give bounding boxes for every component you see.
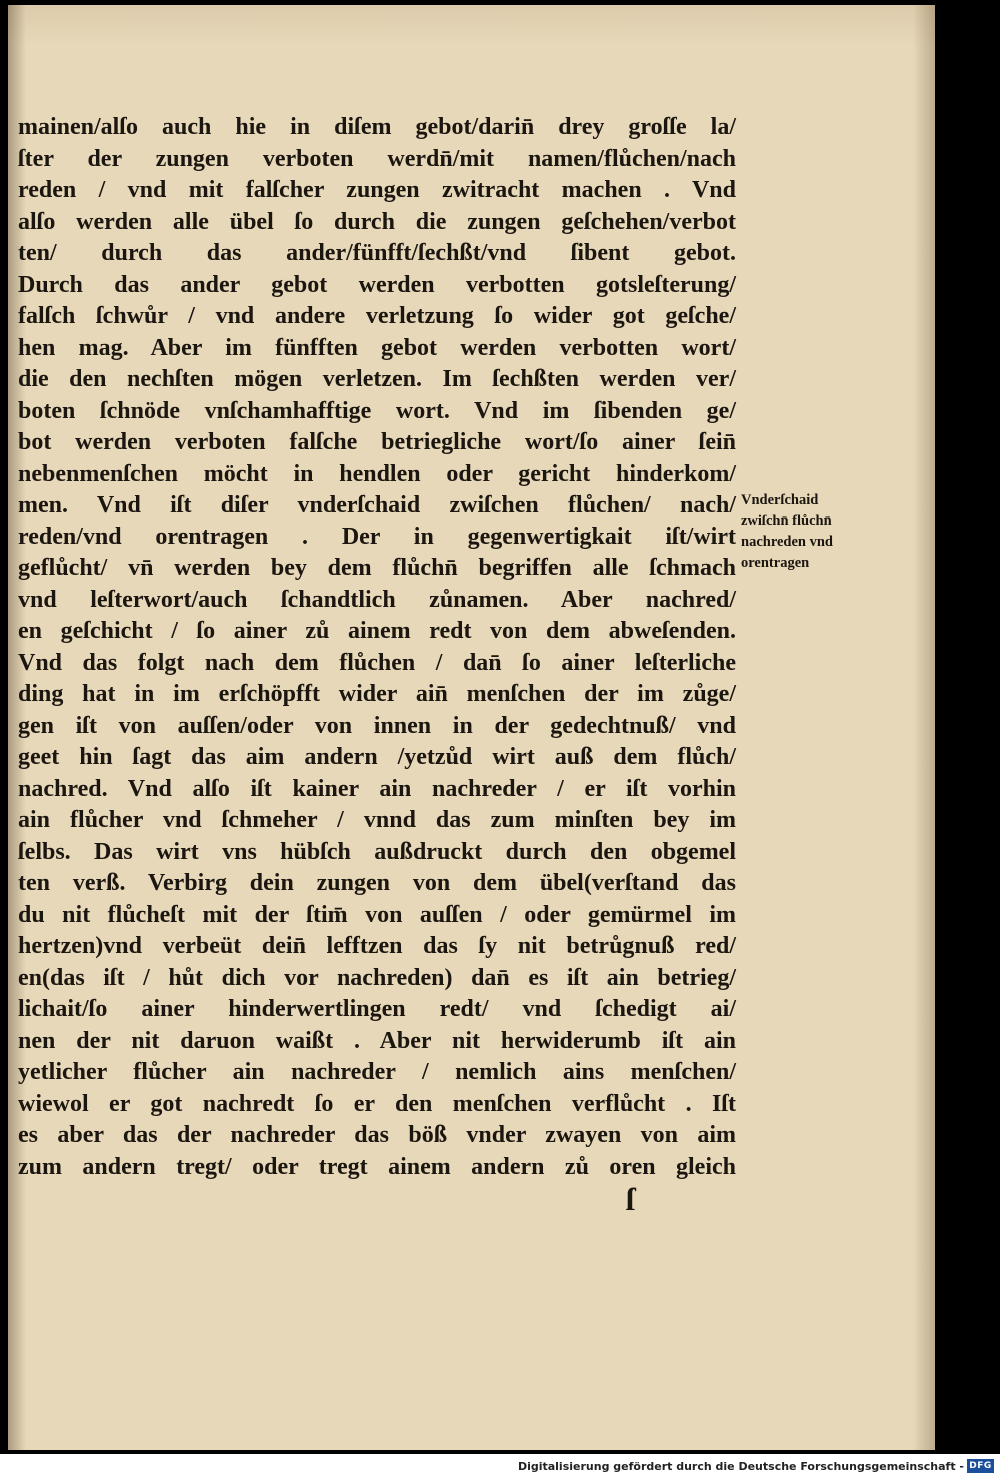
text-line: reden / vnd mit falſcher zungen zwitracht machen . Vnd — [18, 177, 736, 203]
text-line: lichait/ſo ainer hinderwertlingen redt/ vnd ſchedigt ai/ — [18, 996, 736, 1022]
text-line: mainen/alſo auch hie in diſem gebot/darin̄ drey groſſe la/ — [18, 114, 736, 140]
text-line: bot werden verboten falſche betriegliche wort/ſo ainer ſein̄ — [18, 429, 736, 455]
text-line: nen der nit daruon waißt . Aber nit herwiderumb iſt ain — [18, 1027, 736, 1054]
text-line: geflůcht/ vn̄ werden bey dem flůchn̄ begriffen alle ſchmach — [18, 555, 736, 581]
text-line: ſelbs. Das wirt vns hübſch außdruckt durch den obgemel — [18, 838, 736, 865]
text-line: alſo werden alle übel ſo durch die zungen geſchehen/verbot — [18, 208, 736, 235]
text-line: Durch das ander gebot werden verbotten gotsleſterung/ — [18, 271, 736, 298]
text-line: gen iſt von auſſen/oder von innen in der gedechtnuß/ vnd — [18, 712, 736, 739]
text-line: vnd leſterwort/auch ſchandtlich zůnamen. Aber nachred/ — [18, 586, 736, 613]
marginal-note — [741, 490, 901, 574]
text-line: reden/vnd orentragen . Der in gegenwertigkait iſt/wirt — [18, 523, 736, 550]
funding-credit: Digitalisierung gefördert durch die Deutsche Forschungsgemeinschaft - — [517, 1460, 964, 1473]
text-line: hen mag. Aber im fünfften gebot werden verbotten wort/ — [18, 334, 736, 361]
text-line: die den nechſten mögen verletzen. Im ſechßten werden ver/ — [18, 366, 736, 392]
text-line: ſter der zungen verboten werdn̄/mit namen/flůchen/nach — [18, 145, 736, 172]
marginal-note-line: orentragen — [741, 555, 810, 571]
marginal-note-line: zwiſchn̄ flůchn̄ — [741, 513, 832, 529]
main-text-block — [18, 112, 736, 1183]
scanned-page — [8, 5, 935, 1450]
text-line: Vnd das folgt nach dem flůchen / dan̄ ſo ainer leſterliche — [18, 649, 736, 676]
text-line: ain flůcher vnd ſchmeher / vnnd das zum minſten bey im — [18, 807, 736, 833]
text-line: boten ſchnöde vnſchamhafftige wort. Vnd im ſibenden ge/ — [18, 397, 736, 424]
text-line: hertzen)vnd verbeüt dein̄ lefftzen das ſy nit betrůgnuß red/ — [18, 933, 736, 959]
text-line: du nit flůcheſt mit der ſtim̄ von auſſen / oder gemürmel im — [18, 901, 736, 928]
marginal-note-line: nachreden vnd — [741, 534, 833, 550]
text-line: yetlicher flůcher ain nachreder / nemlich ains menſchen/ — [18, 1059, 736, 1085]
footer-bar — [0, 1454, 1000, 1479]
text-line: ten/ durch das ander/fünfft/ſechßt/vnd ſibent gebot. — [18, 240, 736, 266]
text-line: en(das iſt / hůt dich vor nachreden) dan̄ es iſt ain betrieg/ — [18, 964, 736, 991]
text-line: en geſchicht / ſo ainer zů ainem redt von dem abweſenden. — [18, 618, 736, 644]
text-line: nebenmenſchen möcht in hendlen oder gericht hinderkom/ — [18, 460, 736, 487]
text-line: es aber das der nachreder das böß vnder zwayen von aim — [18, 1122, 736, 1148]
text-line: men. Vnd iſt diſer vnderſchaid zwiſchen flůchen/ nach/ — [18, 492, 736, 518]
text-line: ten verß. Verbirg dein zungen von dem übel(verſtand das — [18, 870, 736, 896]
dfg-logo-icon: DFG — [967, 1459, 994, 1473]
text-line: wiewol er got nachredt ſo er den menſchen verflůcht . Iſt — [18, 1090, 736, 1117]
text-line: nachred. Vnd alſo iſt kainer ain nachreder / er iſt vorhin — [18, 775, 736, 802]
signature-mark: ſ — [626, 1181, 635, 1217]
text-line: falſch ſchwůr / vnd andere verletzung ſo wider got geſche/ — [18, 303, 736, 329]
text-line: ding hat in im erſchöpfft wider ain̄ menſchen der im zůge/ — [18, 681, 736, 707]
text-line: zum andern tregt/ oder tregt ainem andern zů oren gleich — [18, 1153, 736, 1180]
marginal-note-line: Vnderſchaid — [741, 492, 819, 508]
text-line: geet hin ſagt das aim andern /yetzůd wirt auß dem flůch/ — [18, 744, 736, 770]
